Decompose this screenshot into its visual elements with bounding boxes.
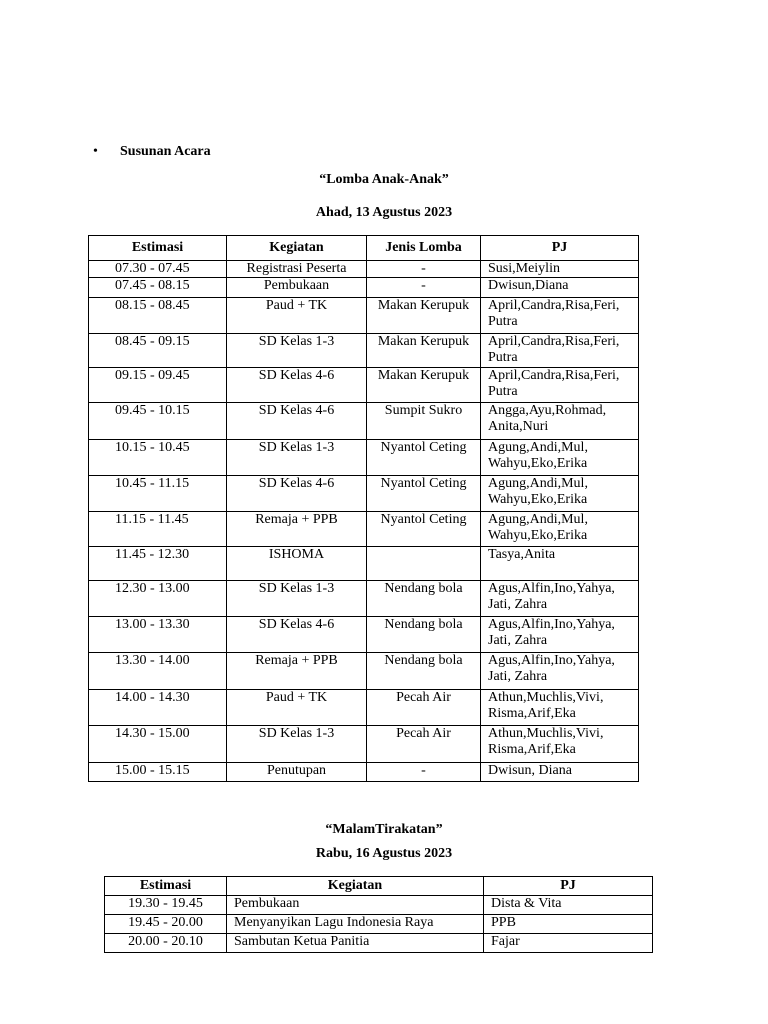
header-kegiatan: Kegiatan bbox=[227, 877, 484, 896]
cell-kegiatan: Sambutan Ketua Panitia bbox=[227, 934, 484, 953]
cell-jenis-lomba: Nyantol Ceting bbox=[367, 476, 481, 512]
cell-estimasi: 11.45 - 12.30 bbox=[89, 547, 227, 581]
cell-pj: Agung,Andi,Mul, Wahyu,Eko,Erika bbox=[481, 440, 639, 476]
cell-kegiatan: SD Kelas 1-3 bbox=[227, 581, 367, 617]
event2-title: “MalamTirakatan” bbox=[325, 822, 443, 837]
table-row bbox=[89, 298, 639, 334]
event2-date: Rabu, 16 Agustus 2023 bbox=[315, 846, 453, 861]
cell-estimasi: 19.45 - 20.00 bbox=[105, 915, 227, 934]
event1-title: “Lomba Anak-Anak” bbox=[319, 172, 449, 187]
cell-pj: Fajar bbox=[484, 934, 653, 953]
event2-schedule-table bbox=[104, 876, 653, 953]
cell-kegiatan: Registrasi Peserta bbox=[227, 261, 367, 278]
cell-estimasi: 15.00 - 15.15 bbox=[89, 763, 227, 782]
cell-estimasi: 14.00 - 14.30 bbox=[89, 690, 227, 726]
table-row bbox=[89, 440, 639, 476]
cell-estimasi: 08.45 - 09.15 bbox=[89, 334, 227, 368]
cell-pj: Agung,Andi,Mul, Wahyu,Eko,Erika bbox=[481, 476, 639, 512]
header-kegiatan: Kegiatan bbox=[227, 236, 367, 261]
cell-jenis-lomba: Pecah Air bbox=[367, 726, 481, 763]
cell-jenis-lomba: Nyantol Ceting bbox=[367, 440, 481, 476]
cell-estimasi: 07.45 - 08.15 bbox=[89, 278, 227, 298]
cell-estimasi: 11.15 - 11.45 bbox=[89, 512, 227, 547]
cell-pj: Dwisun, Diana bbox=[481, 763, 639, 782]
cell-kegiatan: Paud + TK bbox=[227, 690, 367, 726]
cell-pj: Agung,Andi,Mul, Wahyu,Eko,Erika bbox=[481, 512, 639, 547]
cell-estimasi: 07.30 - 07.45 bbox=[89, 261, 227, 278]
table-row bbox=[105, 896, 653, 915]
cell-kegiatan: SD Kelas 1-3 bbox=[227, 334, 367, 368]
cell-jenis-lomba: Makan Kerupuk bbox=[367, 334, 481, 368]
cell-estimasi: 08.15 - 08.45 bbox=[89, 298, 227, 334]
table-row bbox=[89, 368, 639, 403]
cell-jenis-lomba: - bbox=[367, 278, 481, 298]
table-row bbox=[89, 690, 639, 726]
cell-kegiatan: SD Kelas 1-3 bbox=[227, 440, 367, 476]
table-row bbox=[89, 653, 639, 690]
cell-jenis-lomba bbox=[367, 547, 481, 581]
cell-pj: Angga,Ayu,Rohmad, Anita,Nuri bbox=[481, 403, 639, 440]
cell-estimasi: 13.30 - 14.00 bbox=[89, 653, 227, 690]
header-estimasi: Estimasi bbox=[105, 877, 227, 896]
cell-kegiatan: Pembukaan bbox=[227, 896, 484, 915]
cell-jenis-lomba: Nyantol Ceting bbox=[367, 512, 481, 547]
cell-pj: Dwisun,Diana bbox=[481, 278, 639, 298]
cell-jenis-lomba: Nendang bola bbox=[367, 653, 481, 690]
section-title: Susunan Acara bbox=[120, 144, 211, 159]
cell-jenis-lomba: Nendang bola bbox=[367, 581, 481, 617]
cell-pj: April,Candra,Risa,Feri, Putra bbox=[481, 368, 639, 403]
table-row bbox=[89, 278, 639, 298]
cell-kegiatan: ISHOMA bbox=[227, 547, 367, 581]
cell-kegiatan: SD Kelas 4-6 bbox=[227, 403, 367, 440]
cell-pj: Agus,Alfin,Ino,Yahya, Jati, Zahra bbox=[481, 617, 639, 653]
cell-jenis-lomba: Sumpit Sukro bbox=[367, 403, 481, 440]
event1-date: Ahad, 13 Agustus 2023 bbox=[315, 205, 453, 220]
cell-kegiatan: SD Kelas 1-3 bbox=[227, 726, 367, 763]
table-row bbox=[89, 512, 639, 547]
table-header-row bbox=[89, 236, 639, 261]
cell-kegiatan: SD Kelas 4-6 bbox=[227, 476, 367, 512]
cell-estimasi: 12.30 - 13.00 bbox=[89, 581, 227, 617]
cell-estimasi: 14.30 - 15.00 bbox=[89, 726, 227, 763]
table-row bbox=[89, 334, 639, 368]
table-row bbox=[105, 934, 653, 953]
cell-pj: Athun,Muchlis,Vivi, Risma,Arif,Eka bbox=[481, 690, 639, 726]
cell-pj: Athun,Muchlis,Vivi, Risma,Arif,Eka bbox=[481, 726, 639, 763]
cell-estimasi: 09.45 - 10.15 bbox=[89, 403, 227, 440]
cell-kegiatan: SD Kelas 4-6 bbox=[227, 368, 367, 403]
bullet-icon: • bbox=[93, 144, 98, 159]
table-row bbox=[89, 547, 639, 581]
cell-kegiatan: SD Kelas 4-6 bbox=[227, 617, 367, 653]
cell-jenis-lomba: - bbox=[367, 261, 481, 278]
cell-pj: Susi,Meiylin bbox=[481, 261, 639, 278]
table-row bbox=[89, 403, 639, 440]
header-pj: PJ bbox=[481, 236, 639, 261]
table-row bbox=[89, 261, 639, 278]
cell-kegiatan: Penutupan bbox=[227, 763, 367, 782]
cell-pj: Tasya,Anita bbox=[481, 547, 639, 581]
cell-kegiatan: Menyanyikan Lagu Indonesia Raya bbox=[227, 915, 484, 934]
cell-pj: Agus,Alfin,Ino,Yahya, Jati, Zahra bbox=[481, 653, 639, 690]
cell-jenis-lomba: Nendang bola bbox=[367, 617, 481, 653]
cell-estimasi: 19.30 - 19.45 bbox=[105, 896, 227, 915]
header-jenis-lomba: Jenis Lomba bbox=[367, 236, 481, 261]
cell-jenis-lomba: - bbox=[367, 763, 481, 782]
header-pj: PJ bbox=[484, 877, 653, 896]
cell-estimasi: 10.45 - 11.15 bbox=[89, 476, 227, 512]
cell-kegiatan: Remaja + PPB bbox=[227, 512, 367, 547]
cell-kegiatan: Paud + TK bbox=[227, 298, 367, 334]
cell-jenis-lomba: Makan Kerupuk bbox=[367, 368, 481, 403]
cell-estimasi: 20.00 - 20.10 bbox=[105, 934, 227, 953]
cell-kegiatan: Pembukaan bbox=[227, 278, 367, 298]
table-row bbox=[89, 617, 639, 653]
header-estimasi: Estimasi bbox=[89, 236, 227, 261]
cell-pj: Agus,Alfin,Ino,Yahya, Jati, Zahra bbox=[481, 581, 639, 617]
cell-pj: PPB bbox=[484, 915, 653, 934]
cell-jenis-lomba: Pecah Air bbox=[367, 690, 481, 726]
table-row bbox=[89, 476, 639, 512]
table-row bbox=[105, 915, 653, 934]
cell-kegiatan: Remaja + PPB bbox=[227, 653, 367, 690]
cell-estimasi: 13.00 - 13.30 bbox=[89, 617, 227, 653]
event1-schedule-table bbox=[88, 235, 639, 782]
cell-pj: April,Candra,Risa,Feri, Putra bbox=[481, 298, 639, 334]
cell-jenis-lomba: Makan Kerupuk bbox=[367, 298, 481, 334]
cell-pj: April,Candra,Risa,Feri, Putra bbox=[481, 334, 639, 368]
cell-estimasi: 09.15 - 09.45 bbox=[89, 368, 227, 403]
table-row bbox=[89, 763, 639, 782]
cell-pj: Dista & Vita bbox=[484, 896, 653, 915]
cell-estimasi: 10.15 - 10.45 bbox=[89, 440, 227, 476]
table-row bbox=[89, 581, 639, 617]
table-row bbox=[89, 726, 639, 763]
table-header-row bbox=[105, 877, 653, 896]
